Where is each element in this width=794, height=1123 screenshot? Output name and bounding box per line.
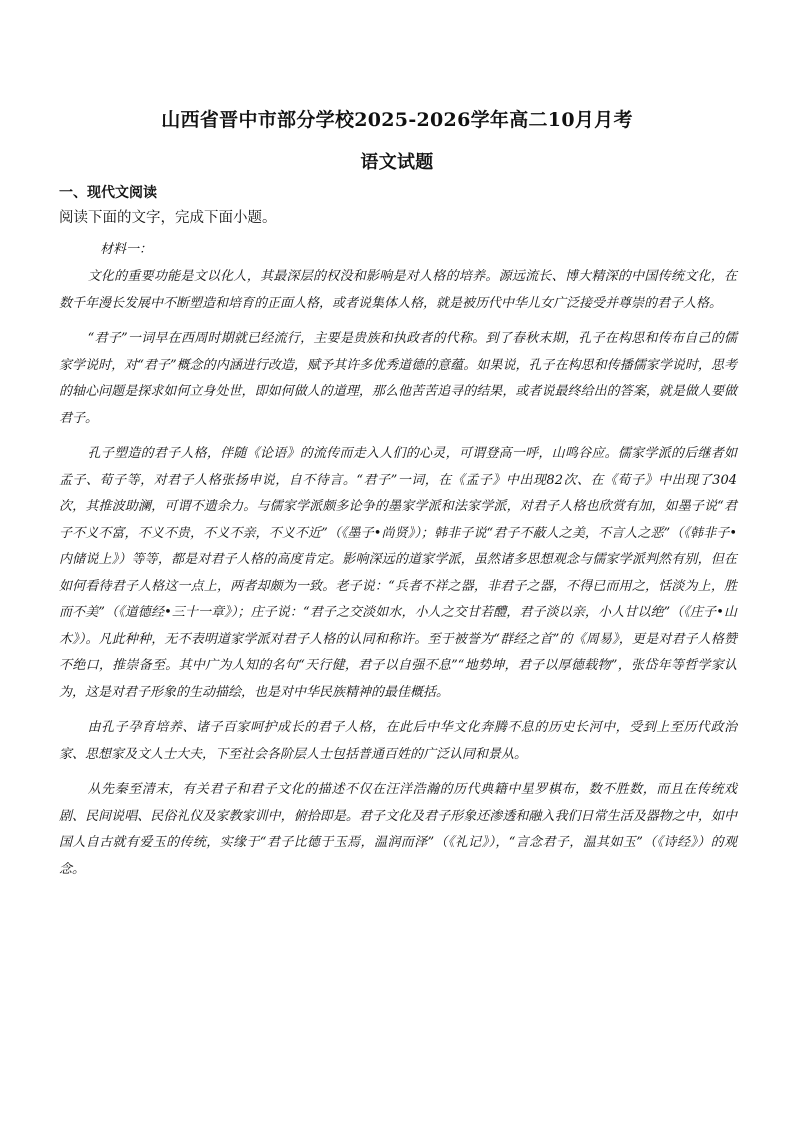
document-subtitle: 语文试题 [360,152,434,173]
paragraph: 文化的重要功能是文以化人，其最深层的权没和影响是对人格的培养。源远流长、博大精深的中国传统文化，在数千年漫长发展中不断塑造和培育的正面人格，或者说集体人格，就是被历代中华儿女广泛接受并尊崇的君子人格。 [59,269,737,311]
paragraph: 孔子塑造的君子人格，伴随《论语》的流传而走入人们的心灵，可谓登高一呼，山鸣谷应。儒家学派的后继者如孟子、荀子等，对君子人格张扬申说，自不待言。“君子”一词，在《孟子》中出现82次、在《荀子》中出现了304次，其推波助澜，可谓不遗余力。与儒家学派颇多论争的墨家学派和法家学派，对君子人格也欣赏有加，如墨子说“君子不义不富，不义不贵，不义不亲，不义不近”（《墨子•尚贤》）；韩非子说“君子不蔽人之美，不言人之恶”（《韩非子•内储说上》）等等，都是对君子人格的高度肯定。影响深远的道家学派，虽然诸多思想观念与儒家学派判然有别，但在如何看待君子人格这一点上，两者却颇为一致。老子说：“兵者不祥之器，非君子之器，不得已而用之，恬淡为上，胜而不美”（《道德经•三十一章》）；庄子说：“君子之交淡如水，小人之交甘若醴，君子淡以亲，小人甘以绝”（《庄子•山木》）。凡此种种，无不表明道家学派对君子人格的认同和称许。至于被誉为“群经之首”的《周易》，更是对君子人格赞不绝口，推崇备至。其中广为人知的名句“天行健，君子以自强不息”“地势坤，君子以厚德载物”，张岱年等哲学家认为，这是对君子形象的生动描绘，也是对中华民族精神的最佳概括。 [59,446,737,700]
reading-instruction: 阅读下面的文字，完成下面小题。 [59,210,277,226]
paragraph: 从先秦至清末，有关君子和君子文化的描述不仅在汪洋浩瀚的历代典籍中星罗棋布，数不胜数，而且在传统戏剧、民间说唱、民俗礼仪及家教家训中，俯拾即是。君子文化及君子形象还渗透和融入我们日常生活及器物之中，如中国人自古就有爱玉的传统，实缘于“君子比德于玉焉，温润而泽”（《礼记》），“言念君子，温其如玉”（《诗经》）的观念。 [59,782,737,877]
material-label: 材料一： [100,242,153,257]
paragraph: 由孔子孕育培养、诸子百家呵护成长的君子人格，在此后中华文化奔腾不息的历史长河中，受到上至历代政治家、思想家及文人士大夫，下至社会各阶层人士包括普通百姓的广泛认同和景从。 [59,720,737,762]
document-title: 山西省晋中市部分学校2025-2026学年高二10月月考 [161,109,633,131]
section-heading: 一、现代文阅读 [59,185,157,201]
paragraph: “君子”一词早在西周时期就已经流行，主要是贵族和执政者的代称。到了春秋末期，孔子在构思和传布自己的儒家学说时，对“君子”概念的内涵进行改造，赋予其许多优秀道德的意蕴。如果说，孔子在构思和传播儒家学说时，思考的轴心问题是探求如何立身处世，即如何做人的道理，那么他苦苦追寻的结果，或者说最终给出的答案，就是做人要做君子。 [59,331,737,426]
material-body [59,264,737,892]
